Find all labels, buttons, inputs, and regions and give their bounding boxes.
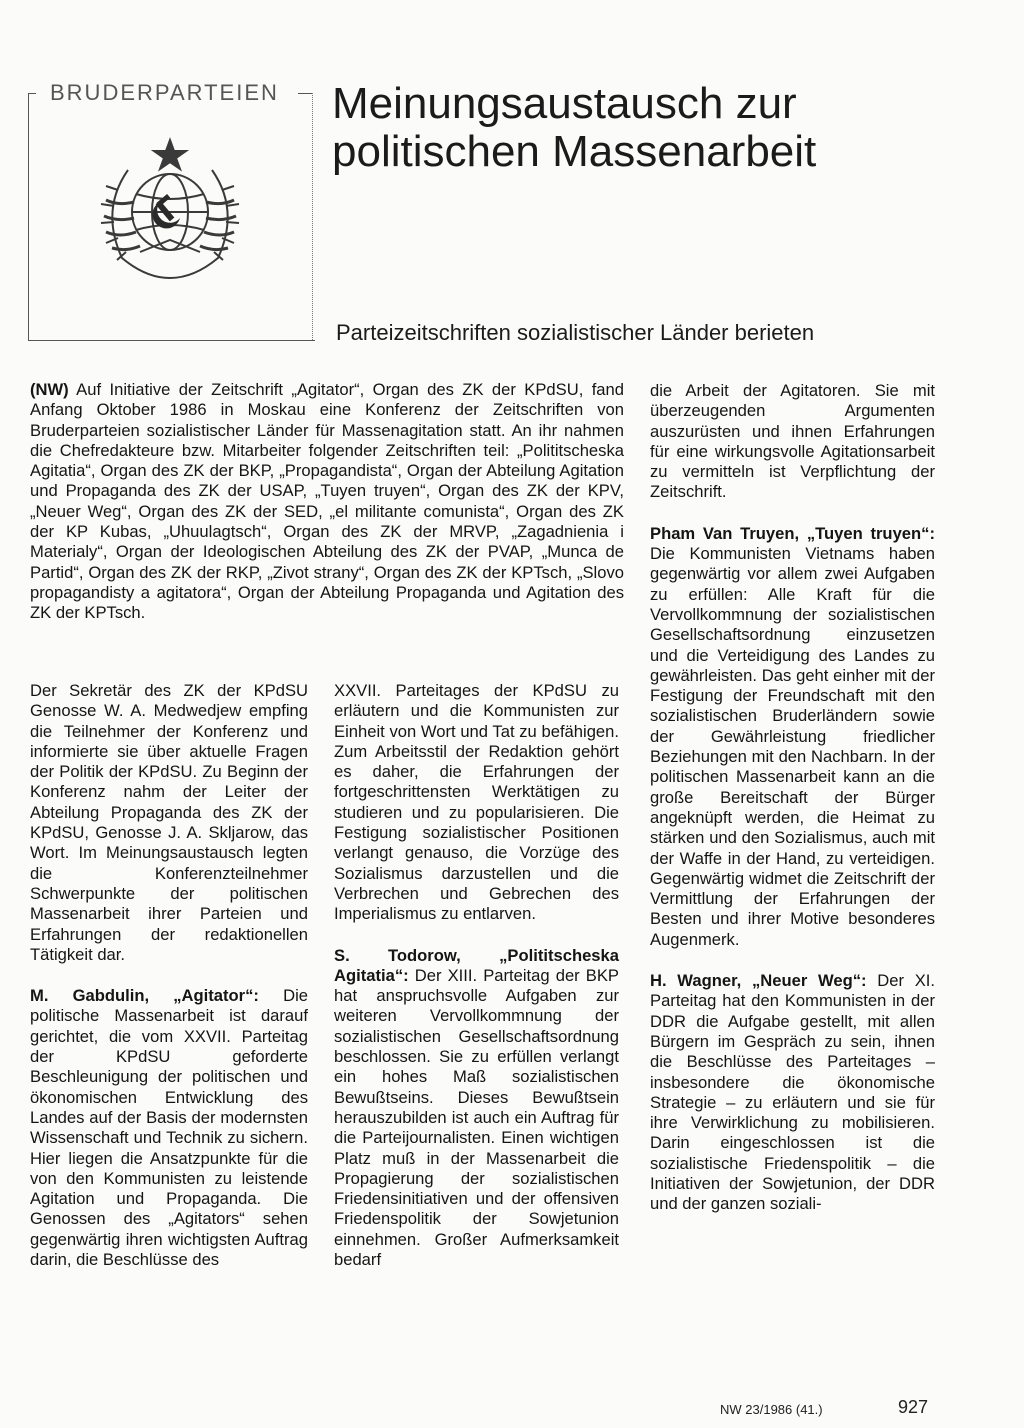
col3-speaker-1: Pham Van Truyen, „Tuyen truyen“: xyxy=(650,523,935,543)
col1-speaker: M. Gabdulin, „Agitator“: xyxy=(30,986,259,1006)
col2-speaker: S. Todorow, „Polititscheska Agitatia“: xyxy=(334,945,619,985)
column-2 xyxy=(334,681,619,1291)
rubric-frame-right-edge xyxy=(312,93,313,340)
intro-paragraph xyxy=(30,380,624,645)
col3-statement-1: Die Kommunisten Vietnams haben gegenwärtig vor allem zwei Aufgaben zu erfüllen: Alle Kraft für die Vervollkommnung der sozialistischen Gesellschaftsordnung einzusetzen und die Verteidigung des Landes zu gewährleisten. Das geht einher mit der Festigung der Freundschaft mit den sozialistischen Bruderländern sowie der Gewährleistung friedlicher Beziehungen mit den Nachbarn. In der politischen Massenarbeit kann an die große Bereitschaft der Bürger angeknüpft werden, die Heimat zu stärken und den Sozialismus, auch mit der Waffe in der Hand, zu verteidigen. Gegenwärtig widmet die Zeitschrift der Vermittlung der Erfahrungen der Besten und ihrer Motive besonderes Augenmerk. xyxy=(650,544,935,949)
intro-text: Auf Initiative der Zeitschrift „Agitator“, Organ des ZK der KPdSU, fand Anfang Oktober 1986 in Moskau eine Konferenz der Zeitschriften von Bruderparteien sozialistischer Länder für Massenagitation statt. An ihr nahmen die Chefredakteure bzw. Mitarbeiter folgender Zeitschriften teil: „Polititscheska Agitatia“, Organ des ZK der BKP, „Propagandista“, Organ der Abteilung Agitation und Propaganda des ZK der USAP, „Tuyen truyen“, Organ des ZK der KPV, „Neuer Weg“, Organ des ZK der SED, „el militante comunista“, Organ des ZK der KP Kubas, „Uhuulagtsch“, Organ des ZK der MRVP, „Zagadnienia i Materialy“, Organ der Ideologischen Abteilung des ZK der PVAP, „Munca de Partid“, Organ des ZK der RKP, „Zivot strany“, Organ des ZK der KPTsch, „Slovo propagandisty a agitatora“, Organ der Abteilung Propaganda und Agitation des ZK der KPTsch. xyxy=(30,380,624,623)
col1-statement: Die politische Massenarbeit ist darauf gerichtet, die vom XXVII. Parteitag der KPdSU geforderte Beschleunigung der politischen und ökonomischen Entwicklung des Landes auf der Basis der modernsten Wissenschaft und Technik zu sichern. Hier liegen die Ansatzpunkte für die von den Kommunisten zu leistende Agitation und Propaganda. Die Genossen des „Agitators“ sehen gegenwärtig ihren wichtigsten Auftrag darin, die Beschlüsse des xyxy=(30,986,308,1270)
ussr-state-emblem-icon xyxy=(70,130,270,290)
col3-paragraph-3 xyxy=(650,971,935,1215)
col2-statement: Der XIII. Parteitag der BKP hat anspruchsvolle Aufgaben zur weiteren Vervollkommnung der sozialistischen Gesellschaftsordnung beschlossen. Sie zu erfüllen verlangt ein hohes Maß sozialistischen Bewußtseins. Dieses Bewußtsein herauszubilden ist auch ein Auftrag für die Parteijournalisten. Einen wichtigen Platz muß in der Massenarbeit die Propagierung der sozialistischen Friedensinitiativen und der offensiven Friedenspolitik der Sowjetunion einnehmen. Großer Aufmerksamkeit bedarf xyxy=(334,965,619,1270)
col2-paragraph-2 xyxy=(334,946,619,1271)
intro-lead: (NW) xyxy=(30,380,69,399)
column-1 xyxy=(30,681,308,1291)
col1-paragraph-1: Der Sekretär des ZK der KPdSU Genosse W. A. Medwedjew empfing die Teilnehmer der Konferenz und informierte sie über aktuelle Fragen der Politik der KPdSU. Zu Beginn der Konferenz nahm der Leiter der Abteilung Propaganda des ZK der KPdSU, Genosse J. A. Skljarow, das Wort. Im Meinungsaustausch legten die Konferenzteilnehmer Schwerpunkte der politischen Massenarbeit ihrer Parteien und Erfahrungen der redaktionellen Tätigkeit dar. xyxy=(30,681,308,964)
col3-paragraph-2 xyxy=(650,524,935,950)
article-title-line-2: politischen Massenarbeit xyxy=(332,127,817,176)
col3-speaker-2: H. Wagner, „Neuer Weg“: xyxy=(650,971,867,991)
rubric-frame-top-right xyxy=(298,93,312,94)
rubric-label: BRUDERPARTEIEN xyxy=(44,80,285,106)
article-title xyxy=(332,80,992,176)
col3-paragraph-1: die Arbeit der Agitatoren. Sie mit überzeugenden Argumenten auszurüsten und ihnen Erfahrungen für eine wirkungsvolle Agitationsarbeit zu vermitteln ist Verpflichtung der Zeitschrift. xyxy=(650,381,935,502)
column-3 xyxy=(650,381,935,1236)
col3-statement-2: Der XI. Parteitag hat den Kommunisten in der DDR die Aufgabe gestellt, mit allen Bürgern im Gespräch zu sein, ihnen die Beschlüsse des Parteitages – insbesondere die ökonomische Strategie – zu erläutern und sie für ihre Verwirklichung zu mobilisieren. Darin eingeschlossen ist die sozialistische Friedenspolitik – die Initiativen der Sowjetunion, der DDR und der ganzen soziali- xyxy=(650,971,936,1214)
col2-paragraph-1: XXVII. Parteitages der KPdSU zu erläutern und die Kommunisten zur Einheit von Wort und Tat zu befähigen. Zum Arbeitsstil der Redaktion gehört es daher, die Erfahrungen der fortgeschrittensten Werktätigen zu studieren und zu popularisieren. Die Festigung sozialistischer Positionen verlangt genauso, die Vorzüge des Sozialismus darzustellen und die Verbrechen und Gebrechen des Imperialismus zu entlarven. xyxy=(334,681,619,924)
page-number: 927 xyxy=(898,1397,929,1417)
article-subtitle: Parteizeitschriften sozialistischer Länder berieten xyxy=(336,320,815,345)
rubric-frame-top-left xyxy=(28,93,36,94)
issue-reference: NW 23/1986 (41.) xyxy=(720,1402,823,1417)
article-title-line-1: Meinungsaustausch zur xyxy=(332,79,797,128)
col1-paragraph-2 xyxy=(30,986,308,1270)
